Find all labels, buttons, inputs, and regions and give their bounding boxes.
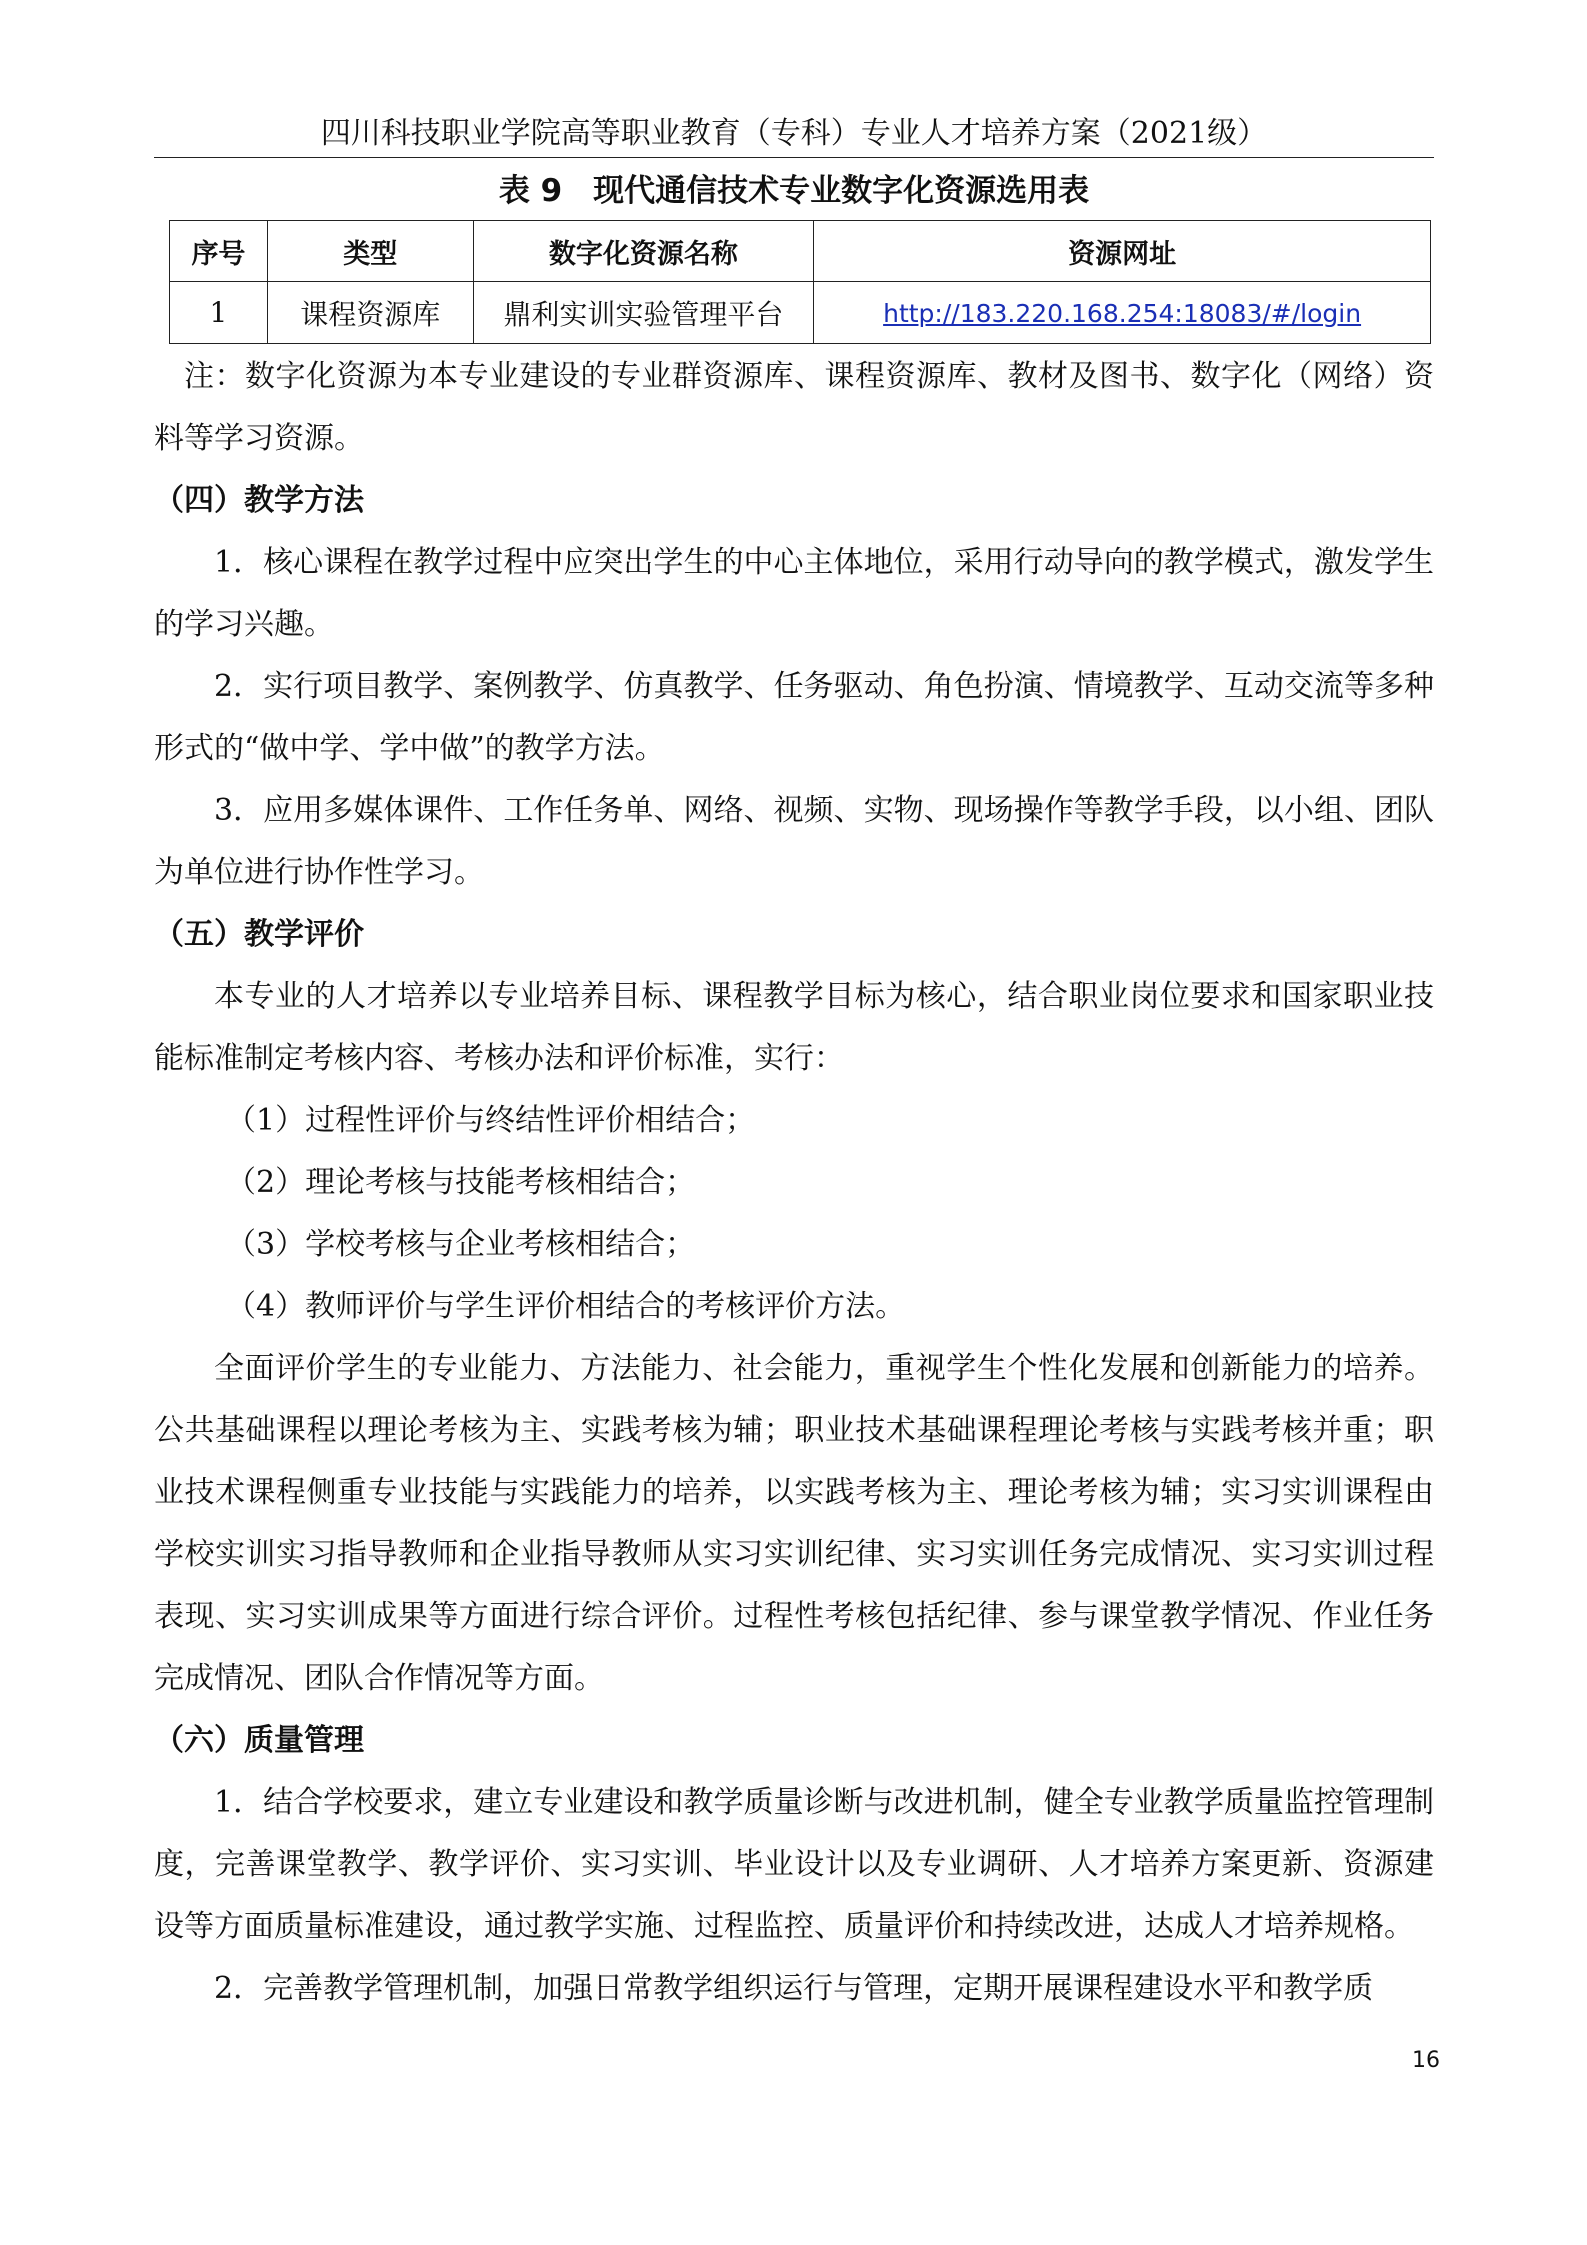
paragraph: 1．核心课程在教学过程中应突出学生的中心主体地位，采用行动导向的教学模式，激发学生的学习兴趣。 — [154, 545, 1434, 642]
section-heading-teaching-methods: （四）教学方法 — [154, 483, 364, 518]
cell-no: 1 — [170, 282, 268, 344]
running-header: 四川科技职业学院高等职业教育（专科）专业人才培养方案（2021级） — [320, 116, 1268, 151]
section-heading-quality-management: （六）质量管理 — [154, 1723, 364, 1758]
table-row — [170, 282, 1431, 344]
cell-type: 课程资源库 — [267, 282, 473, 344]
header-rule — [154, 157, 1434, 158]
paragraph: 1．结合学校要求，建立专业建设和教学质量诊断与改进机制，健全专业教学质量监控管理制度，完善课堂教学、教学评价、实习实训、毕业设计以及专业调研、人才培养方案更新、资源建设等方面质量标准建设，通过教学实施、过程监控、质量评价和持续改进，达成人才培养规格。 — [154, 1785, 1434, 1944]
paragraph: 3．应用多媒体课件、工作任务单、网络、视频、实物、现场操作等教学手段，以小组、团队为单位进行协作性学习。 — [154, 793, 1434, 890]
paragraph: 2．实行项目教学、案例教学、仿真教学、任务驱动、角色扮演、情境教学、互动交流等多种形式的“做中学、学中做”的教学方法。 — [154, 669, 1434, 766]
list-item: （1）过程性评价与终结性评价相结合； — [226, 1103, 756, 1138]
paragraph: 2．完善教学管理机制，加强日常教学组织运行与管理，定期开展课程建设水平和教学质 — [214, 1971, 1374, 2006]
resource-url-link[interactable]: http://183.220.168.254:18083/#/login — [883, 299, 1362, 328]
paragraph: 本专业的人才培养以专业培养目标、课程教学目标为核心，结合职业岗位要求和国家职业技能标准制定考核内容、考核办法和评价标准，实行： — [154, 979, 1434, 1076]
page-number: 16 — [1412, 2048, 1440, 2073]
body-content — [154, 346, 1434, 2020]
section-heading-teaching-evaluation: （五）教学评价 — [154, 917, 364, 952]
table-note: 注：数字化资源为本专业建设的专业群资源库、课程资源库、教材及图书、数字化（网络）资料等学习资源。 — [154, 359, 1434, 456]
cell-url — [814, 282, 1431, 344]
table-header-row — [170, 221, 1431, 282]
column-header-url: 资源网址 — [814, 221, 1431, 282]
cell-name: 鼎利实训实验管理平台 — [473, 282, 814, 344]
list-item: （4）教师评价与学生评价相结合的考核评价方法。 — [226, 1289, 906, 1324]
paragraph: 全面评价学生的专业能力、方法能力、社会能力，重视学生个性化发展和创新能力的培养。公共基础课程以理论考核为主、实践考核为辅；职业技术基础课程理论考核与实践考核并重；职业技术课程侧重专业技能与实践能力的培养，以实践考核为主、理论考核为辅；实习实训课程由学校实训实习指导教师和企业指导教师从实习实训纪律、实习实训任务完成情况、实习实训过程表现、实习实训成果等方面进行综合评价。过程性考核包括纪律、参与课堂教学情况、作业任务完成情况、团队合作情况等方面。 — [154, 1351, 1434, 1696]
list-item: （2）理论考核与技能考核相结合； — [226, 1165, 696, 1200]
column-header-name: 数字化资源名称 — [473, 221, 814, 282]
list-item: （3）学校考核与企业考核相结合； — [226, 1227, 696, 1262]
table-caption: 表 9 现代通信技术专业数字化资源选用表 — [498, 173, 1090, 209]
column-header-no: 序号 — [170, 221, 268, 282]
resource-table — [169, 220, 1431, 344]
column-header-type: 类型 — [267, 221, 473, 282]
